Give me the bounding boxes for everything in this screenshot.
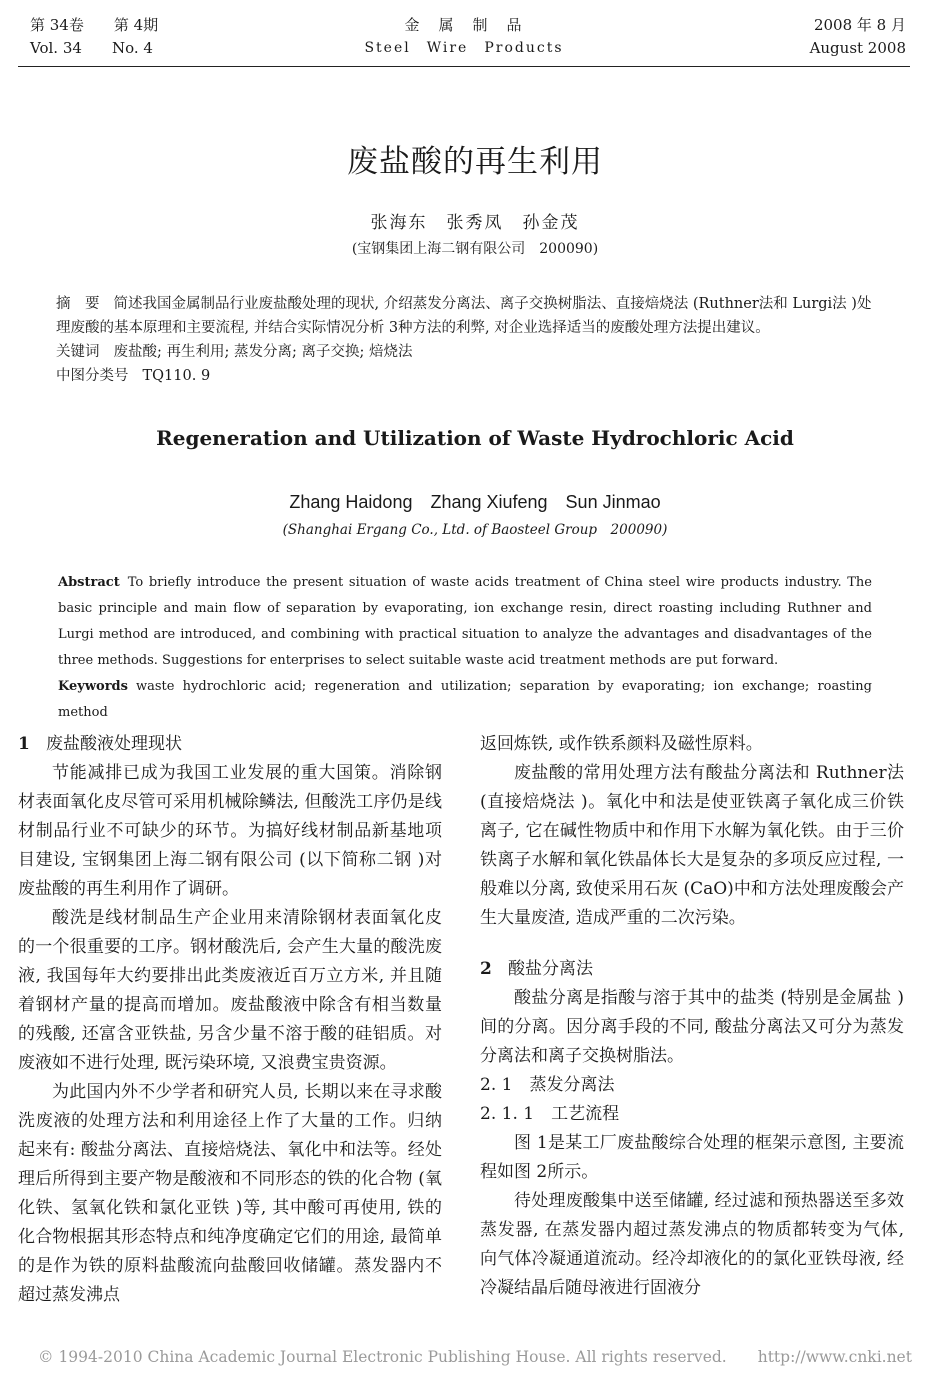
subsection-2-1-1-heading: 2. 1. 1 工艺流程 xyxy=(480,1104,620,1124)
english-authors: Zhang Haidong Zhang Xiufeng Sun Jinmao xyxy=(289,492,661,512)
section-1-heading xyxy=(18,730,442,759)
header-divider xyxy=(18,66,910,67)
subsection-2-1-heading: 2. 1 蒸发分离法 xyxy=(480,1075,615,1095)
volume-issue-cn: 第 34卷 第 4期 xyxy=(30,16,159,34)
body-paragraph: 节能减排已成为我国工业发展的重大国策。消除钢材表面氧化皮尽管可采用机械除鳞法, 但酸洗工序仍是线材制品行业不可缺少的环节。为搞好线材制品新基地项目建设, 宝钢集团上海二钢有限公司 (以下简称二钢 )对废盐酸的再生利用作了调研。 xyxy=(18,763,442,899)
issue-date-cn: 2008 年 8 月 xyxy=(813,16,906,34)
section-2-number: 2 xyxy=(480,959,492,979)
abstract-en-paragraph xyxy=(58,570,872,674)
abstract-cn-paragraph xyxy=(56,292,880,340)
section-2-title: 酸盐分离法 xyxy=(508,959,593,979)
keywords-cn-line xyxy=(56,340,880,364)
clc-label: 中图分类号 xyxy=(56,368,129,384)
keywords-en-line xyxy=(58,674,872,726)
body-paragraph: 图 1是某工厂废盐酸综合处理的框架示意图, 主要流程如图 2所示。 xyxy=(480,1133,904,1182)
section-1-title: 废盐酸液处理现状 xyxy=(46,734,182,754)
author-affiliation: (宝钢集团上海二钢有限公司 200090) xyxy=(351,241,599,257)
author-list: 张海东 张秀凤 孙金茂 xyxy=(370,213,580,233)
keywords-cn: 废盐酸; 再生利用; 蒸发分离; 离子交换; 焙烧法 xyxy=(113,344,413,360)
issue-date-en: August 2008 xyxy=(809,39,906,57)
english-affiliation: (Shanghai Ergang Co., Ltd. of Baosteel Group 200090) xyxy=(282,522,668,538)
journal-name-en: Steel Wire Products xyxy=(364,40,564,56)
abstract-en-text: To briefly introduce the present situation of waste acids treatment of China steel wire products industry. The basic principle and main flow of separation by evaporating, ion exchange resin, direct roasting including Ruthner and Lurgi method are introduced, and combining with practical situation to analyze the advantages and disadvantages of the three methods. Suggestions for enterprises to select suitable waste acid treatment methods are put forward. xyxy=(58,575,872,668)
keywords-en-label: Keywords xyxy=(58,679,128,694)
volume-issue-en: Vol. 34 No. 4 xyxy=(30,39,153,57)
journal-name-cn: 金 属 制 品 xyxy=(404,16,524,34)
section-1-number: 1 xyxy=(18,734,30,754)
journal-name xyxy=(18,14,910,60)
english-title: Regeneration and Utilization of Waste Hydrochloric Acid xyxy=(156,426,794,450)
clc-line xyxy=(56,364,880,388)
clc-code: TQ110. 9 xyxy=(142,368,211,384)
running-header xyxy=(18,14,910,68)
abstract-en-label: Abstract xyxy=(58,575,120,590)
section-2-heading xyxy=(480,955,904,984)
issue-date xyxy=(810,14,906,60)
abstract-english xyxy=(58,570,872,726)
keywords-cn-label: 关键词 xyxy=(56,344,100,360)
body-paragraph: 返回炼铁, 或作铁系颜料及磁性原料。 xyxy=(480,734,763,754)
abstract-cn-label: 摘 要 xyxy=(56,296,100,312)
body-paragraph: 待处理废酸集中送至储罐, 经过滤和预热器送至多效蒸发器, 在蒸发器内超过蒸发沸点的物质都转变为气体, 向气体冷凝通道流动。经冷却液化的的氯化亚铁母液, 经冷凝结晶后随母液进行固液分 xyxy=(480,1191,904,1298)
body-paragraph: 为此国内外不少学者和研究人员, 长期以来在寻求酸洗废液的处理方法和利用途径上作了大量的工作。归纳起来有: 酸盐分离法、直接焙烧法、氧化中和法等。经处理后所得到主要产物是酸液和不同形态的铁的化合物 (氧化铁、氢氧化铁和氯化亚铁 )等, 其中酸可再使用, 铁的化合物根据其形态特点和纯净度确定它们的用途, 最简单的是作为铁的原料盐酸流向盐酸回收储罐。蒸发器内不超过蒸发沸点 xyxy=(18,1082,442,1305)
body-column-right xyxy=(480,730,904,1303)
body-column-left xyxy=(18,730,442,1310)
section-spacer xyxy=(480,933,904,955)
body-paragraph: 酸盐分离是指酸与溶于其中的盐类 (特别是金属盐 )间的分离。因分离手段的不同, 酸盐分离法又可分为蒸发分离法和离子交换树脂法。 xyxy=(480,988,904,1066)
paper-title: 废盐酸的再生利用 xyxy=(347,144,603,180)
keywords-en: waste hydrochloric acid; regeneration and utilization; separation by evaporating; ion exchange; roasting method xyxy=(58,679,872,720)
body-paragraph: 酸洗是线材制品生产企业用来清除钢材表面氧化皮的一个很重要的工序。钢材酸洗后, 会产生大量的酸洗废液, 我国每年大约要排出此类废液近百万立方米, 并且随着钢材产量的提高而增加。废盐酸液中除含有相当数量的残酸, 还富含亚铁盐, 另含少量不溶于酸的硅铝质。对废液如不进行处理, 既污染环境, 又浪费宝贵资源。 xyxy=(18,908,442,1073)
body-paragraph: 废盐酸的常用处理方法有酸盐分离法和 Ruthner法 (直接焙烧法 )。氧化中和法是使亚铁离子氧化成三价铁离子, 它在碱性物质中和作用下水解为氧化铁。由于三价铁离子水解和氧化铁晶体长大是复杂的多项反应过程, 一般难以分离, 致使采用石灰 (CaO)中和方法处理废酸会产生大量废渣, 造成严重的二次污染。 xyxy=(480,763,904,928)
copyright-footer: © 1994-2010 China Academic Journal Electronic Publishing House. All rights reserved. http://www.cnki.net xyxy=(38,1348,912,1366)
abstract-cn-text: 简述我国金属制品行业废盐酸处理的现状, 介绍蒸发分离法、离子交换树脂法、直接焙烧法 (Ruthner法和 Lurgi法 )处理废酸的基本原理和主要流程, 并结合实际情况分析 3种方法的利弊, 对企业选择适当的废酸处理方法提出建议。 xyxy=(56,296,872,336)
abstract-chinese xyxy=(56,292,880,388)
